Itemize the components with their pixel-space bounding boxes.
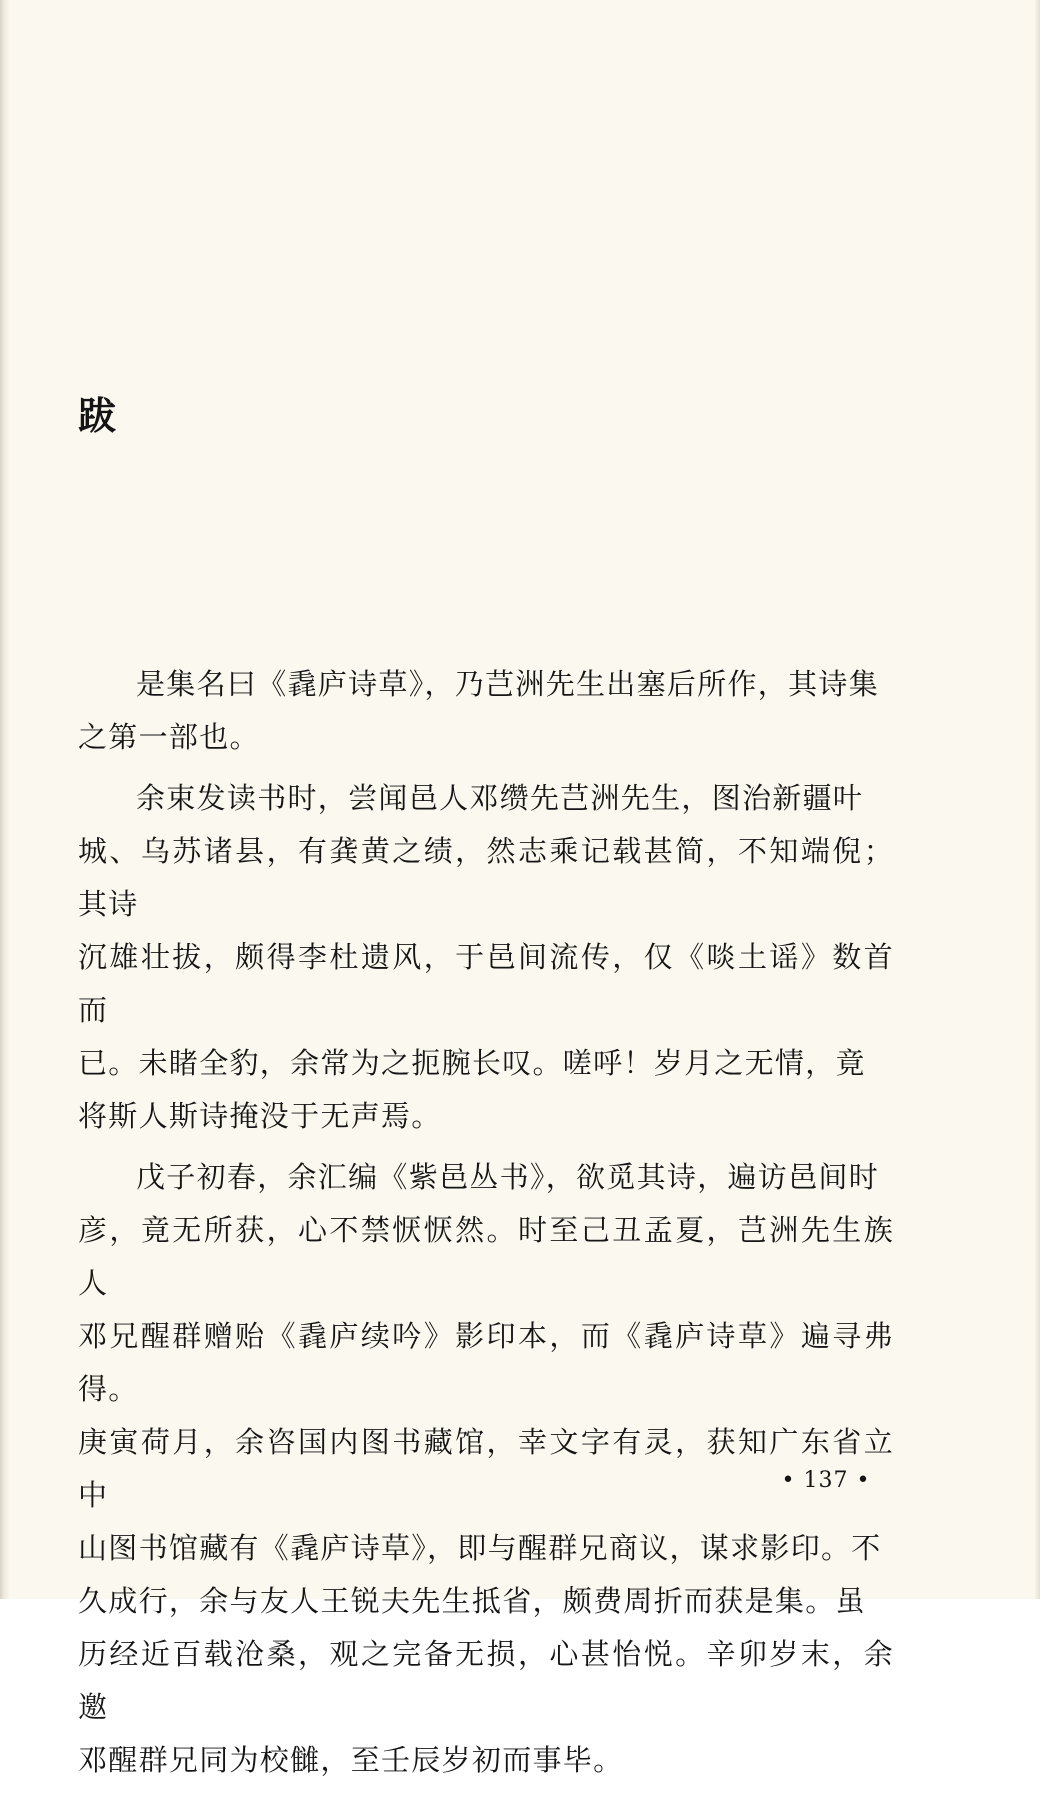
paragraph-3: 戊子初春，余汇编《紫邑丛书》，欲觅其诗，遍访邑间时 彦，竟无所获，心不禁恹恹然。时至己丑孟夏，芑洲先生族人 邓兄醒群赠贻《毳庐续吟》影印本，而《毳庐诗草》遍寻弗得。 庚寅荷月，余咨国内图书藏馆，幸文字有灵，获知广东省立中 山图书馆藏有《毳庐诗草》，即与醒群兄商议，谋求影印。不 久成行，余与友人王锐夫先生抵省，颇费周折而获是集。虽 历经近百载沧桑，观之完备无损，心甚怡悦。辛卯岁末，余邀 邓醒群兄同为校雠，至壬辰岁初而事毕。 [78,1160,894,1777]
section-title: 跋 [78,393,119,438]
paragraph-2: 余束发读书时，尝闻邑人邓缵先芑洲先生，图治新疆叶 城、乌苏诸县，有龚黄之绩，然志乘记载甚简，不知端倪；其诗 沉雄壮拔，颇得李杜遗风，于邑间流传，仅《啖土谣》数首而 已。未睹全豹，余常为之扼腕长叹。嗟呼！岁月之无情，竟 将斯人斯诗掩没于无声焉。 [78,781,894,1133]
page-right-edge [1034,0,1040,1599]
page-left-edge [0,0,10,1599]
page-number: • 137 • [781,1468,871,1493]
paragraph-1: 是集名曰《毳庐诗草》，乃芑洲先生出塞后所作，其诗集 之第一部也。 [78,667,880,754]
body-text [78,658,894,1795]
